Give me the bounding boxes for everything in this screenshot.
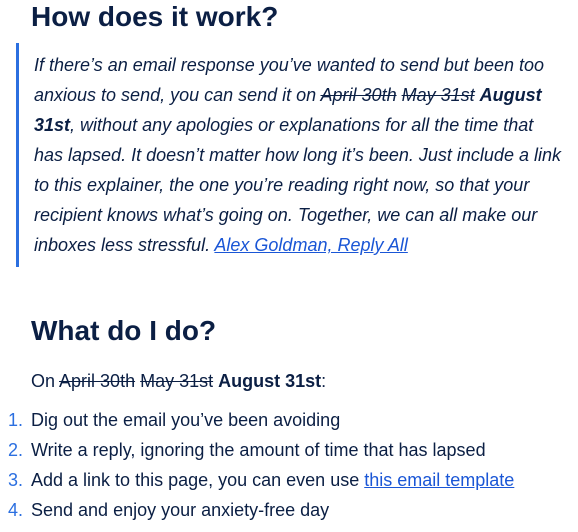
quote-text-part1: If there’s an email response you’ve wanted to send but been too anxious to send, you can send it on (34, 55, 545, 105)
step-number: 3. (8, 470, 24, 490)
instructions-date-line (31, 368, 326, 394)
quote-struck-date-2: May 31st (401, 85, 475, 105)
email-template-link[interactable]: this email template (364, 470, 515, 490)
on-struck-date-1: April 30th (59, 371, 136, 391)
step-number: 1. (8, 410, 24, 430)
section-title-how-does-it-work: How does it work? (31, 1, 279, 32)
list-item (0, 405, 514, 435)
step-text: Dig out the email you’ve been avoiding (31, 410, 341, 430)
attribution-link[interactable]: Alex Goldman, Reply All (214, 235, 408, 255)
on-current-date: August 31st (218, 371, 322, 391)
explainer-quote (16, 43, 564, 267)
step-text: Send and enjoy your anxiety-free day (31, 500, 330, 520)
quote-struck-date-1: April 30th (320, 85, 397, 105)
on-suffix: : (321, 371, 327, 391)
on-prefix: On (31, 371, 60, 391)
step-text: Write a reply, ignoring the amount of time that has lapsed (31, 440, 486, 460)
list-item (0, 495, 514, 525)
step-number: 2. (8, 440, 24, 460)
steps-list (0, 405, 514, 525)
quote-current-date: August 31st (34, 85, 542, 135)
list-item (0, 465, 514, 495)
step-text: Add a link to this page, you can even use (31, 470, 365, 490)
section-title-what-do-i-do: What do I do? (31, 315, 217, 346)
step-number: 4. (8, 500, 24, 520)
list-item (0, 435, 514, 465)
on-struck-date-2: May 31st (140, 371, 214, 391)
quote-text-part2: , without any apologies or explanations for all the time that has lapsed. It doesn’t matter how long it’s been. Just include a link to this explainer, the one you’re reading right now, so that your recipient knows what’s going on. Together, we can all make our inboxes less stressful. (34, 115, 561, 255)
